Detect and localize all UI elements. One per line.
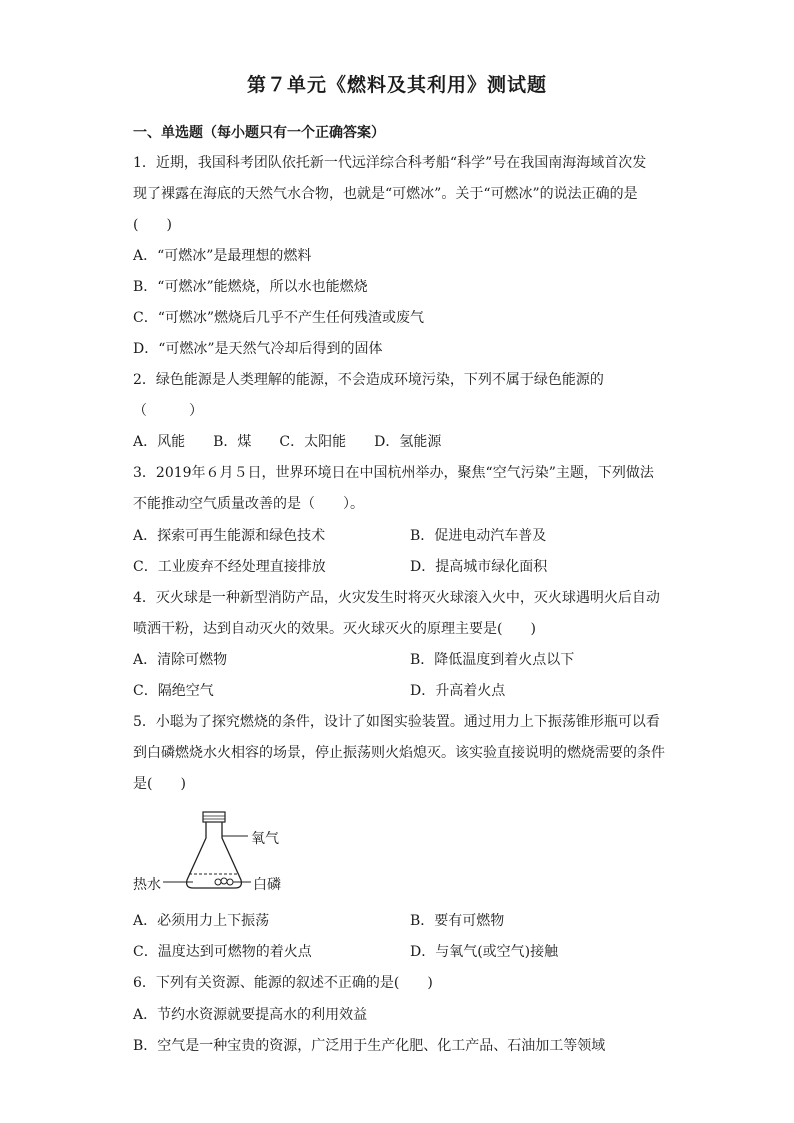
- q4-option-c: C．隔绝空气: [133, 683, 214, 699]
- q1-option-a: A．“可燃冰”是最理想的燃料: [133, 248, 312, 264]
- phosphorus-particle: [215, 879, 221, 885]
- page-title: 第７单元《燃料及其利用》测试题: [246, 74, 547, 96]
- flask-figure: [133, 808, 293, 900]
- q2-stem-line-1: 2．绿色能源是人类理解的能源，不会造成环境污染，下列不属于绿色能源的: [133, 372, 604, 388]
- q3-option-b: B．促进电动汽车普及: [410, 528, 547, 544]
- q5-stem-line-2: 到白磷燃烧水火相容的场景，停止振荡则火焰熄灭。该实验直接说明的燃烧需要的条件: [133, 745, 665, 761]
- label-white-phosphorus: 白磷: [253, 877, 281, 893]
- q3-option-c: C．工业废弃不经处理直接排放: [133, 559, 326, 575]
- q1-option-b: B．“可燃冰”能燃烧，所以水也能燃烧: [133, 279, 368, 295]
- label-oxygen: 氧气: [251, 831, 279, 847]
- q3-stem-line-2: 不能推动空气质量改善的是（ ）。: [133, 496, 364, 512]
- q3-option-d: D．提高城市绿化面积: [410, 559, 548, 575]
- q6-option-a: A．节约水资源就要提高水的利用效益: [133, 1007, 368, 1023]
- q1-option-d: D．“可燃冰”是天然气冷却后得到的固体: [133, 341, 383, 357]
- q4-option-d: D．升高着火点: [410, 683, 506, 699]
- label-hot-water: 热水: [133, 877, 161, 893]
- q5-option-a: A．必须用力上下振荡: [133, 913, 270, 929]
- section-heading: 一、单选题（每小题只有一个正确答案）: [133, 125, 385, 141]
- q6-option-b: B．空气是一种宝贵的资源，广泛用于生产化肥、化工产品、石油加工等领域: [133, 1038, 606, 1054]
- q4-stem-line-2: 喷洒干粉，达到自动灭火的效果。灭火球灭火的原理主要是( ): [133, 621, 536, 637]
- q5-stem-line-3: 是( ): [133, 776, 186, 792]
- q4-stem-line-1: 4．灭火球是一种新型消防产品，火灾发生时将灭火球滚入火中，灭火球遇明火后自动: [133, 590, 660, 606]
- phosphorus-particle: [221, 878, 227, 884]
- q5-option-b: B．要有可燃物: [410, 913, 505, 929]
- q3-stem-line-1: 3．2019年６月５日，世界环境日在中国杭州举办，聚焦“空气污染”主题，下列做法: [133, 465, 654, 481]
- q1-stem-line-3: ( ): [133, 217, 172, 233]
- q4-option-a: A．清除可燃物: [133, 652, 228, 668]
- stopper-shape: [203, 812, 225, 822]
- q2-options: A．风能 B．煤 C．太阳能 D．氢能源: [133, 434, 442, 450]
- phosphorus-particle: [227, 879, 233, 885]
- q6-stem-line-1: 6．下列有关资源、能源的叙述不正确的是( ): [133, 975, 433, 991]
- q5-option-c: C．温度达到可燃物的着火点: [133, 944, 312, 960]
- q4-option-b: B．降低温度到着火点以下: [410, 652, 575, 668]
- q5-stem-line-1: 5．小聪为了探究燃烧的条件，设计了如图实验装置。通过用力上下振荡锥形瓶可以看: [133, 714, 660, 730]
- q2-stem-line-2: （ ）: [133, 403, 203, 419]
- q1-stem-line-1: 1．近期，我国科考团队依托新一代远洋综合科考船“科学”号在我国南海海域首次发: [133, 155, 647, 171]
- q1-option-c: C．“可燃冰”燃烧后几乎不产生任何残渣或废气: [133, 310, 425, 326]
- q3-option-a: A．探索可再生能源和绿色技术: [133, 528, 326, 544]
- q1-stem-line-2: 现了裸露在海底的天然气水合物，也就是“可燃冰”。关于“可燃冰”的说法正确的是: [133, 186, 638, 202]
- q5-option-d: D．与氧气(或空气)接触: [410, 944, 559, 960]
- flask-shape: [187, 822, 242, 888]
